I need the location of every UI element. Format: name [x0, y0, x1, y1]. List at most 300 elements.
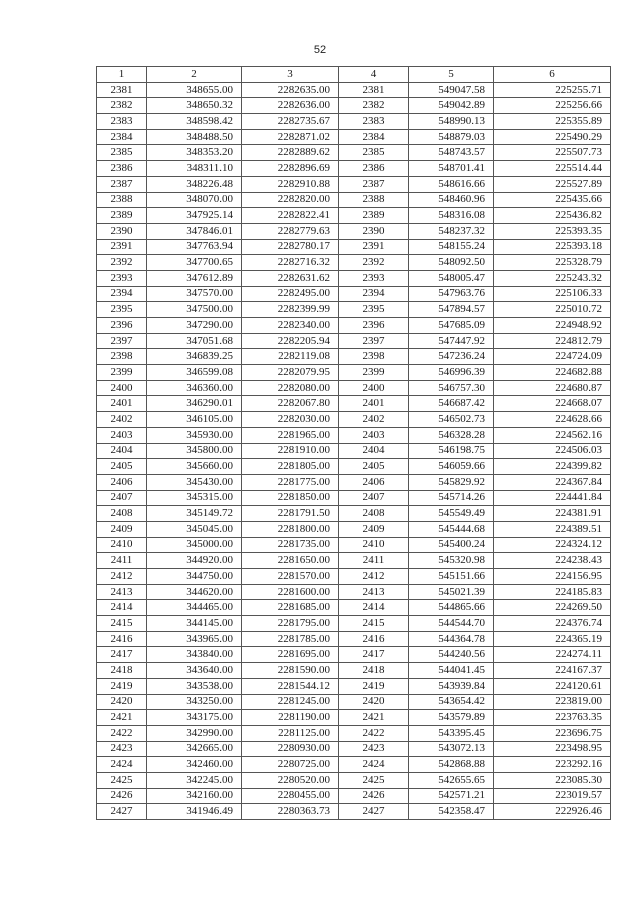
- y-coordinate-cell: 224367.84: [494, 474, 611, 490]
- point-number-cell: 2406: [97, 474, 147, 490]
- point-number-cell: 2407: [97, 490, 147, 506]
- x-coordinate-cell: 345800.00: [147, 443, 242, 459]
- y-coordinate-cell: 225436.82: [494, 208, 611, 224]
- table-row: [97, 772, 611, 788]
- point-number-cell: 2402: [97, 412, 147, 428]
- y-coordinate-cell: 2282399.99: [242, 302, 339, 318]
- x-coordinate-cell: 549047.58: [409, 82, 494, 98]
- column-header-4: 4: [339, 67, 409, 83]
- x-coordinate-cell: 344920.00: [147, 553, 242, 569]
- table-row: [97, 161, 611, 177]
- x-coordinate-cell: 348655.00: [147, 82, 242, 98]
- y-coordinate-cell: 2282820.00: [242, 192, 339, 208]
- point-number-cell: 2382: [97, 98, 147, 114]
- y-coordinate-cell: 224185.83: [494, 584, 611, 600]
- y-coordinate-cell: 2282871.02: [242, 129, 339, 145]
- y-coordinate-cell: 2281735.00: [242, 537, 339, 553]
- table-row: [97, 521, 611, 537]
- table-row: [97, 286, 611, 302]
- table-row: [97, 741, 611, 757]
- y-coordinate-cell: 2281245.00: [242, 694, 339, 710]
- point-number-cell: 2401: [339, 396, 409, 412]
- point-number-cell: 2400: [339, 380, 409, 396]
- point-number-cell: 2423: [97, 741, 147, 757]
- point-number-cell: 2385: [97, 145, 147, 161]
- y-coordinate-cell: 2280520.00: [242, 772, 339, 788]
- point-number-cell: 2389: [339, 208, 409, 224]
- table-row: [97, 255, 611, 271]
- x-coordinate-cell: 345430.00: [147, 474, 242, 490]
- x-coordinate-cell: 547685.09: [409, 318, 494, 334]
- point-number-cell: 2395: [97, 302, 147, 318]
- point-number-cell: 2410: [97, 537, 147, 553]
- y-coordinate-cell: 224506.03: [494, 443, 611, 459]
- table-row: [97, 318, 611, 334]
- y-coordinate-cell: 225393.35: [494, 223, 611, 239]
- x-coordinate-cell: 542358.47: [409, 804, 494, 820]
- y-coordinate-cell: 2282716.32: [242, 255, 339, 271]
- y-coordinate-cell: 2282889.62: [242, 145, 339, 161]
- x-coordinate-cell: 548743.57: [409, 145, 494, 161]
- y-coordinate-cell: 225256.66: [494, 98, 611, 114]
- x-coordinate-cell: 348226.48: [147, 176, 242, 192]
- x-coordinate-cell: 346290.01: [147, 396, 242, 412]
- point-number-cell: 2422: [339, 725, 409, 741]
- point-number-cell: 2416: [339, 631, 409, 647]
- y-coordinate-cell: 224238.43: [494, 553, 611, 569]
- y-coordinate-cell: 224274.11: [494, 647, 611, 663]
- y-coordinate-cell: 2280725.00: [242, 757, 339, 773]
- y-coordinate-cell: 225255.71: [494, 82, 611, 98]
- y-coordinate-cell: 2282896.69: [242, 161, 339, 177]
- x-coordinate-cell: 547447.92: [409, 333, 494, 349]
- x-coordinate-cell: 547236.24: [409, 349, 494, 365]
- y-coordinate-cell: 2282635.00: [242, 82, 339, 98]
- table-row: [97, 584, 611, 600]
- x-coordinate-cell: 346360.00: [147, 380, 242, 396]
- point-number-cell: 2381: [339, 82, 409, 98]
- point-number-cell: 2404: [97, 443, 147, 459]
- point-number-cell: 2419: [339, 678, 409, 694]
- x-coordinate-cell: 347051.68: [147, 333, 242, 349]
- point-number-cell: 2401: [97, 396, 147, 412]
- point-number-cell: 2387: [97, 176, 147, 192]
- y-coordinate-cell: 224365.19: [494, 631, 611, 647]
- point-number-cell: 2383: [97, 114, 147, 130]
- table-row: [97, 396, 611, 412]
- x-coordinate-cell: 347290.00: [147, 318, 242, 334]
- point-number-cell: 2411: [97, 553, 147, 569]
- y-coordinate-cell: 2282735.67: [242, 114, 339, 130]
- y-coordinate-cell: 2281795.00: [242, 616, 339, 632]
- column-header-6: 6: [494, 67, 611, 83]
- x-coordinate-cell: 546328.28: [409, 427, 494, 443]
- point-number-cell: 2393: [97, 270, 147, 286]
- y-coordinate-cell: 2282631.62: [242, 270, 339, 286]
- y-coordinate-cell: 2282205.94: [242, 333, 339, 349]
- point-number-cell: 2387: [339, 176, 409, 192]
- x-coordinate-cell: 548005.47: [409, 270, 494, 286]
- table-row: [97, 678, 611, 694]
- y-coordinate-cell: 224562.16: [494, 427, 611, 443]
- column-header-5: 5: [409, 67, 494, 83]
- y-coordinate-cell: 224724.09: [494, 349, 611, 365]
- y-coordinate-cell: 225527.89: [494, 176, 611, 192]
- x-coordinate-cell: 342160.00: [147, 788, 242, 804]
- point-number-cell: 2392: [97, 255, 147, 271]
- x-coordinate-cell: 548092.50: [409, 255, 494, 271]
- table-row: [97, 192, 611, 208]
- point-number-cell: 2424: [339, 757, 409, 773]
- point-number-cell: 2415: [339, 616, 409, 632]
- x-coordinate-cell: 545714.26: [409, 490, 494, 506]
- x-coordinate-cell: 347700.65: [147, 255, 242, 271]
- y-coordinate-cell: 224324.12: [494, 537, 611, 553]
- x-coordinate-cell: 343640.00: [147, 663, 242, 679]
- x-coordinate-cell: 545444.68: [409, 521, 494, 537]
- y-coordinate-cell: 2281125.00: [242, 725, 339, 741]
- y-coordinate-cell: 225490.29: [494, 129, 611, 145]
- point-number-cell: 2399: [97, 365, 147, 381]
- x-coordinate-cell: 347570.00: [147, 286, 242, 302]
- point-number-cell: 2391: [97, 239, 147, 255]
- y-coordinate-cell: 222926.46: [494, 804, 611, 820]
- point-number-cell: 2402: [339, 412, 409, 428]
- table-row: [97, 333, 611, 349]
- x-coordinate-cell: 345315.00: [147, 490, 242, 506]
- y-coordinate-cell: 2280363.73: [242, 804, 339, 820]
- point-number-cell: 2415: [97, 616, 147, 632]
- table-row: [97, 176, 611, 192]
- point-number-cell: 2407: [339, 490, 409, 506]
- y-coordinate-cell: 2282822.41: [242, 208, 339, 224]
- point-number-cell: 2394: [97, 286, 147, 302]
- y-coordinate-cell: 224120.61: [494, 678, 611, 694]
- point-number-cell: 2405: [97, 459, 147, 475]
- point-number-cell: 2413: [97, 584, 147, 600]
- point-number-cell: 2426: [97, 788, 147, 804]
- x-coordinate-cell: 548460.96: [409, 192, 494, 208]
- point-number-cell: 2412: [339, 569, 409, 585]
- x-coordinate-cell: 347925.14: [147, 208, 242, 224]
- point-number-cell: 2418: [339, 663, 409, 679]
- point-number-cell: 2395: [339, 302, 409, 318]
- y-coordinate-cell: 2281800.00: [242, 521, 339, 537]
- table-row: [97, 725, 611, 741]
- column-header-1: 1: [97, 67, 147, 83]
- y-coordinate-cell: 2280455.00: [242, 788, 339, 804]
- x-coordinate-cell: 546996.39: [409, 365, 494, 381]
- table-row: [97, 710, 611, 726]
- x-coordinate-cell: 345149.72: [147, 506, 242, 522]
- x-coordinate-cell: 343840.00: [147, 647, 242, 663]
- point-number-cell: 2408: [339, 506, 409, 522]
- point-number-cell: 2417: [97, 647, 147, 663]
- point-number-cell: 2398: [97, 349, 147, 365]
- point-number-cell: 2427: [97, 804, 147, 820]
- y-coordinate-cell: 2282079.95: [242, 365, 339, 381]
- point-number-cell: 2397: [97, 333, 147, 349]
- x-coordinate-cell: 343538.00: [147, 678, 242, 694]
- x-coordinate-cell: 345000.00: [147, 537, 242, 553]
- table-row: [97, 349, 611, 365]
- table-row: [97, 490, 611, 506]
- point-number-cell: 2424: [97, 757, 147, 773]
- y-coordinate-cell: 2281785.00: [242, 631, 339, 647]
- y-coordinate-cell: 225514.44: [494, 161, 611, 177]
- x-coordinate-cell: 545829.92: [409, 474, 494, 490]
- y-coordinate-cell: 224381.91: [494, 506, 611, 522]
- table-row: [97, 694, 611, 710]
- column-header-2: 2: [147, 67, 242, 83]
- table-row: [97, 757, 611, 773]
- y-coordinate-cell: 223292.16: [494, 757, 611, 773]
- x-coordinate-cell: 344145.00: [147, 616, 242, 632]
- y-coordinate-cell: 225393.18: [494, 239, 611, 255]
- table-row: [97, 129, 611, 145]
- x-coordinate-cell: 545021.39: [409, 584, 494, 600]
- y-coordinate-cell: 223819.00: [494, 694, 611, 710]
- y-coordinate-cell: 2281190.00: [242, 710, 339, 726]
- y-coordinate-cell: 2281600.00: [242, 584, 339, 600]
- point-number-cell: 2399: [339, 365, 409, 381]
- y-coordinate-cell: 225355.89: [494, 114, 611, 130]
- point-number-cell: 2408: [97, 506, 147, 522]
- point-number-cell: 2386: [339, 161, 409, 177]
- x-coordinate-cell: 547894.57: [409, 302, 494, 318]
- point-number-cell: 2404: [339, 443, 409, 459]
- y-coordinate-cell: 2281544.12: [242, 678, 339, 694]
- point-number-cell: 2409: [339, 521, 409, 537]
- x-coordinate-cell: 542655.65: [409, 772, 494, 788]
- x-coordinate-cell: 546198.75: [409, 443, 494, 459]
- y-coordinate-cell: 2281590.00: [242, 663, 339, 679]
- table-row: [97, 459, 611, 475]
- table-row: [97, 553, 611, 569]
- table-row: [97, 208, 611, 224]
- x-coordinate-cell: 343250.00: [147, 694, 242, 710]
- point-number-cell: 2412: [97, 569, 147, 585]
- y-coordinate-cell: 2281910.00: [242, 443, 339, 459]
- x-coordinate-cell: 545400.24: [409, 537, 494, 553]
- y-coordinate-cell: 225106.33: [494, 286, 611, 302]
- x-coordinate-cell: 345045.00: [147, 521, 242, 537]
- y-coordinate-cell: 2282119.08: [242, 349, 339, 365]
- x-coordinate-cell: 543395.45: [409, 725, 494, 741]
- x-coordinate-cell: 545549.49: [409, 506, 494, 522]
- x-coordinate-cell: 343965.00: [147, 631, 242, 647]
- x-coordinate-cell: 344620.00: [147, 584, 242, 600]
- point-number-cell: 2411: [339, 553, 409, 569]
- x-coordinate-cell: 345660.00: [147, 459, 242, 475]
- table-row: [97, 616, 611, 632]
- table-row: [97, 412, 611, 428]
- table-row: [97, 82, 611, 98]
- y-coordinate-cell: 224680.87: [494, 380, 611, 396]
- y-coordinate-cell: 224682.88: [494, 365, 611, 381]
- x-coordinate-cell: 544240.56: [409, 647, 494, 663]
- table-row: [97, 804, 611, 820]
- y-coordinate-cell: 225243.32: [494, 270, 611, 286]
- table-row: [97, 427, 611, 443]
- point-number-cell: 2389: [97, 208, 147, 224]
- page-number: 52: [313, 44, 327, 56]
- point-number-cell: 2392: [339, 255, 409, 271]
- x-coordinate-cell: 347500.00: [147, 302, 242, 318]
- y-coordinate-cell: 2282495.00: [242, 286, 339, 302]
- x-coordinate-cell: 543654.42: [409, 694, 494, 710]
- y-coordinate-cell: 2281685.00: [242, 600, 339, 616]
- point-number-cell: 2398: [339, 349, 409, 365]
- x-coordinate-cell: 344465.00: [147, 600, 242, 616]
- point-number-cell: 2420: [339, 694, 409, 710]
- y-coordinate-cell: 2281805.00: [242, 459, 339, 475]
- point-number-cell: 2427: [339, 804, 409, 820]
- y-coordinate-cell: 2281965.00: [242, 427, 339, 443]
- y-coordinate-cell: 2281695.00: [242, 647, 339, 663]
- x-coordinate-cell: 348311.10: [147, 161, 242, 177]
- point-number-cell: 2403: [339, 427, 409, 443]
- header-row: [97, 67, 611, 83]
- y-coordinate-cell: 223019.57: [494, 788, 611, 804]
- y-coordinate-cell: 2282779.63: [242, 223, 339, 239]
- table-row: [97, 631, 611, 647]
- table-row: [97, 270, 611, 286]
- point-number-cell: 2423: [339, 741, 409, 757]
- y-coordinate-cell: 224156.95: [494, 569, 611, 585]
- coordinates-table: [96, 66, 611, 820]
- y-coordinate-cell: 2282780.17: [242, 239, 339, 255]
- x-coordinate-cell: 546757.30: [409, 380, 494, 396]
- table-row: [97, 302, 611, 318]
- y-coordinate-cell: 224389.51: [494, 521, 611, 537]
- y-coordinate-cell: 223085.30: [494, 772, 611, 788]
- table-row: [97, 474, 611, 490]
- y-coordinate-cell: 223498.95: [494, 741, 611, 757]
- y-coordinate-cell: 2282340.00: [242, 318, 339, 334]
- point-number-cell: 2419: [97, 678, 147, 694]
- x-coordinate-cell: 348598.42: [147, 114, 242, 130]
- y-coordinate-cell: 225435.66: [494, 192, 611, 208]
- x-coordinate-cell: 344750.00: [147, 569, 242, 585]
- table-row: [97, 223, 611, 239]
- y-coordinate-cell: 2281850.00: [242, 490, 339, 506]
- x-coordinate-cell: 543579.89: [409, 710, 494, 726]
- y-coordinate-cell: 224948.92: [494, 318, 611, 334]
- x-coordinate-cell: 546502.73: [409, 412, 494, 428]
- point-number-cell: 2385: [339, 145, 409, 161]
- point-number-cell: 2381: [97, 82, 147, 98]
- x-coordinate-cell: 342245.00: [147, 772, 242, 788]
- y-coordinate-cell: 225328.79: [494, 255, 611, 271]
- point-number-cell: 2414: [339, 600, 409, 616]
- x-coordinate-cell: 542571.21: [409, 788, 494, 804]
- y-coordinate-cell: 223696.75: [494, 725, 611, 741]
- x-coordinate-cell: 546687.42: [409, 396, 494, 412]
- x-coordinate-cell: 341946.49: [147, 804, 242, 820]
- y-coordinate-cell: 2282067.80: [242, 396, 339, 412]
- x-coordinate-cell: 347846.01: [147, 223, 242, 239]
- x-coordinate-cell: 547963.76: [409, 286, 494, 302]
- point-number-cell: 2422: [97, 725, 147, 741]
- x-coordinate-cell: 342990.00: [147, 725, 242, 741]
- y-coordinate-cell: 2281791.50: [242, 506, 339, 522]
- y-coordinate-cell: 223763.35: [494, 710, 611, 726]
- y-coordinate-cell: 224376.74: [494, 616, 611, 632]
- x-coordinate-cell: 346599.08: [147, 365, 242, 381]
- point-number-cell: 2406: [339, 474, 409, 490]
- point-number-cell: 2396: [97, 318, 147, 334]
- y-coordinate-cell: 224812.79: [494, 333, 611, 349]
- x-coordinate-cell: 342460.00: [147, 757, 242, 773]
- point-number-cell: 2420: [97, 694, 147, 710]
- x-coordinate-cell: 348650.32: [147, 98, 242, 114]
- x-coordinate-cell: 545151.66: [409, 569, 494, 585]
- x-coordinate-cell: 347763.94: [147, 239, 242, 255]
- table-row: [97, 600, 611, 616]
- y-coordinate-cell: 2281570.00: [242, 569, 339, 585]
- x-coordinate-cell: 548155.24: [409, 239, 494, 255]
- x-coordinate-cell: 348070.00: [147, 192, 242, 208]
- y-coordinate-cell: 224269.50: [494, 600, 611, 616]
- point-number-cell: 2396: [339, 318, 409, 334]
- x-coordinate-cell: 548316.08: [409, 208, 494, 224]
- point-number-cell: 2421: [339, 710, 409, 726]
- point-number-cell: 2388: [339, 192, 409, 208]
- y-coordinate-cell: 224167.37: [494, 663, 611, 679]
- point-number-cell: 2391: [339, 239, 409, 255]
- table-row: [97, 788, 611, 804]
- table-row: [97, 114, 611, 130]
- point-number-cell: 2403: [97, 427, 147, 443]
- column-header-3: 3: [242, 67, 339, 83]
- y-coordinate-cell: 2282910.88: [242, 176, 339, 192]
- x-coordinate-cell: 546059.66: [409, 459, 494, 475]
- y-coordinate-cell: 2282080.00: [242, 380, 339, 396]
- point-number-cell: 2425: [97, 772, 147, 788]
- table-row: [97, 537, 611, 553]
- table-row: [97, 365, 611, 381]
- point-number-cell: 2426: [339, 788, 409, 804]
- point-number-cell: 2394: [339, 286, 409, 302]
- y-coordinate-cell: 224441.84: [494, 490, 611, 506]
- x-coordinate-cell: 549042.89: [409, 98, 494, 114]
- x-coordinate-cell: 544364.78: [409, 631, 494, 647]
- y-coordinate-cell: 2281775.00: [242, 474, 339, 490]
- table-row: [97, 663, 611, 679]
- table-body: [97, 82, 611, 819]
- x-coordinate-cell: 348353.20: [147, 145, 242, 161]
- y-coordinate-cell: 224399.82: [494, 459, 611, 475]
- x-coordinate-cell: 348488.50: [147, 129, 242, 145]
- x-coordinate-cell: 543072.13: [409, 741, 494, 757]
- x-coordinate-cell: 346105.00: [147, 412, 242, 428]
- x-coordinate-cell: 544865.66: [409, 600, 494, 616]
- point-number-cell: 2383: [339, 114, 409, 130]
- table-row: [97, 506, 611, 522]
- table-row: [97, 569, 611, 585]
- point-number-cell: 2400: [97, 380, 147, 396]
- x-coordinate-cell: 548237.32: [409, 223, 494, 239]
- point-number-cell: 2388: [97, 192, 147, 208]
- y-coordinate-cell: 2280930.00: [242, 741, 339, 757]
- x-coordinate-cell: 545320.98: [409, 553, 494, 569]
- x-coordinate-cell: 544041.45: [409, 663, 494, 679]
- y-coordinate-cell: 224628.66: [494, 412, 611, 428]
- point-number-cell: 2382: [339, 98, 409, 114]
- y-coordinate-cell: 224668.07: [494, 396, 611, 412]
- table-row: [97, 443, 611, 459]
